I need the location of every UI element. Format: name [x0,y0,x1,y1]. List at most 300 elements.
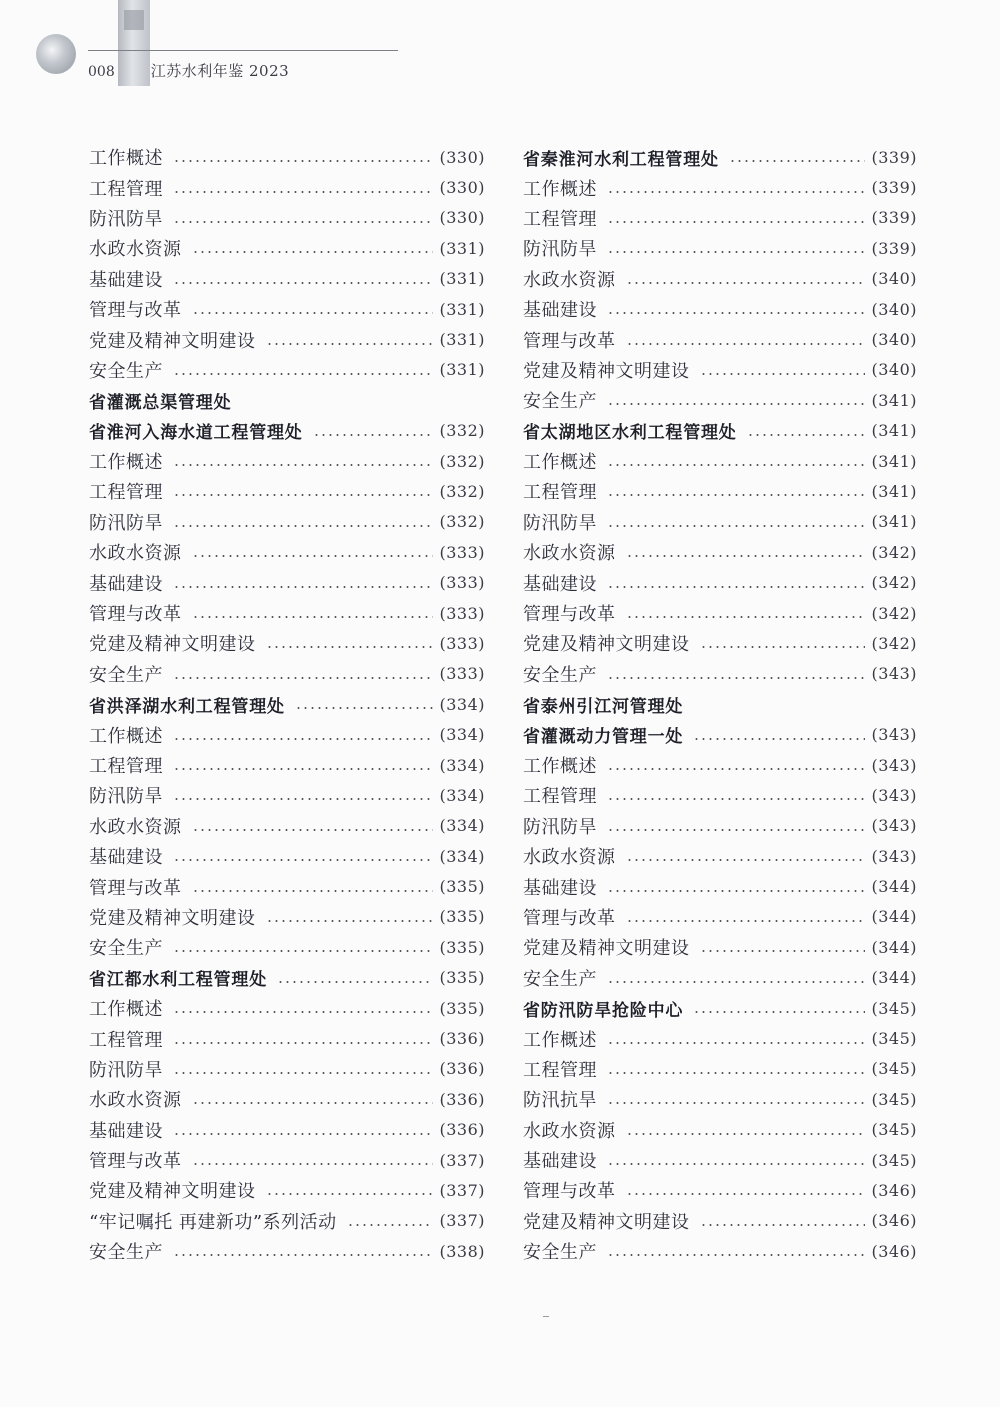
toc-entry-page: (331) [439,330,485,350]
dot-leader [192,890,434,892]
dot-leader [266,1193,434,1195]
toc-entry-label: 管理与改革 [523,330,616,352]
toc-entry-label: 基础建设 [523,1151,597,1173]
toc-entry-label: 管理与改革 [89,604,182,626]
toc-entry-label: 防汛防旱 [89,786,163,808]
toc-entry-label: 党建及精神文明建设 [89,330,256,352]
toc-entry-page: (345) [871,1089,917,1109]
toc-entry[interactable] [89,233,485,263]
toc-entry[interactable] [523,780,917,810]
toc-section-heading[interactable] [523,993,917,1023]
toc-entry-label: 管理与改革 [523,604,616,626]
toc-entry-label: 省防汛防旱抢险中心 [523,1000,684,1021]
toc-entry[interactable] [89,1175,485,1205]
dot-leader [626,555,866,557]
toc-entry-page: (346) [871,1211,917,1231]
dot-leader [700,646,866,648]
toc-entry-page: (339) [871,147,917,167]
toc-entry-label: 安全生产 [89,664,163,686]
toc-entry[interactable] [89,172,485,202]
dot-leader [173,282,433,284]
toc-entry-label: “牢记嘱托 再建新功”系列活动 [89,1211,337,1233]
toc-entry-page: (343) [871,785,917,805]
toc-entry-page: (344) [871,877,917,897]
toc-entry-label: 工程管理 [523,1059,597,1081]
toc-entry-page: (339) [871,208,917,228]
toc-entry-label: 水政水资源 [523,1120,616,1142]
toc-right-column [523,142,917,1266]
dot-leader [607,312,865,314]
page-mark [543,1316,549,1317]
toc-entry[interactable] [89,264,485,294]
toc-entry-label: 水政水资源 [523,847,616,869]
dot-leader [607,1042,865,1044]
dot-leader [266,646,434,648]
toc-entry-page: (343) [871,725,917,745]
toc-entry-label: 安全生产 [89,938,163,960]
toc-entry[interactable] [89,1023,485,1053]
toc-entry[interactable] [523,841,917,871]
toc-entry[interactable] [523,750,917,780]
dot-leader [173,525,433,527]
toc-entry[interactable] [89,294,485,324]
toc-entry-label: 省太湖地区水利工程管理处 [523,423,737,444]
toc-entry-page: (335) [439,998,485,1018]
toc-entry[interactable] [89,1145,485,1175]
dot-leader [313,434,434,436]
toc-entry-label: 工程管理 [89,756,163,777]
toc-entry[interactable] [523,203,917,233]
dot-leader [173,373,433,375]
toc-entry-label: 基础建设 [89,269,163,291]
toc-entry-page: (344) [871,968,917,988]
toc-entry-label: 管理与改革 [89,877,182,899]
toc-section-heading[interactable] [89,963,485,993]
dot-leader [607,1163,865,1165]
toc-entry-page: (344) [871,907,917,927]
toc-entry[interactable] [523,1054,917,1084]
dot-leader [173,1072,433,1074]
toc-entry-page: (334) [439,755,485,775]
dot-leader [607,829,865,831]
toc-entry[interactable] [523,932,917,962]
dot-leader [192,1102,434,1104]
dot-leader [192,616,434,618]
toc-entry[interactable] [89,659,485,689]
toc-entry-label: 管理与改革 [523,907,616,929]
toc-entry-page: (343) [871,664,917,684]
toc-section-heading[interactable] [523,689,917,719]
toc-entry[interactable] [89,750,485,780]
toc-entry-label: 省泰州引江河管理处 [523,696,684,717]
toc-entry-label: 党建及精神文明建设 [89,634,256,656]
toc-entry[interactable] [523,1145,917,1175]
dot-leader [607,1102,865,1104]
toc-entry[interactable] [523,476,917,506]
toc-entry[interactable] [89,993,485,1023]
toc-entry-page: (337) [439,1150,485,1170]
toc-entry-page: (334) [439,846,485,866]
toc-entry-label: 基础建设 [523,300,597,322]
toc-entry-page: (339) [871,178,917,198]
toc-entry-page: (340) [871,360,917,380]
dot-leader [173,1042,433,1044]
toc-entry-page: (332) [439,481,485,501]
toc-entry[interactable] [89,811,485,841]
header-decoration-circle [36,34,76,74]
toc-entry-label: 水政水资源 [89,1090,182,1112]
toc-entry-label: 工作概述 [523,756,597,777]
toc-entry-label: 防汛防旱 [89,208,163,230]
toc-entry-page: (335) [439,937,485,957]
dot-leader [607,191,865,193]
dot-leader [607,1072,865,1074]
toc-entry-page: (342) [871,573,917,593]
toc-entry-label: 水政水资源 [523,543,616,565]
toc-entry-label: 工作概述 [89,725,163,747]
dot-leader [626,859,866,861]
toc-section-heading[interactable] [523,719,917,749]
dot-leader [607,798,865,800]
dot-leader [693,1011,865,1013]
book-title: 江苏水利年鉴 2023 [150,62,290,80]
toc-entry-label: 安全生产 [523,1242,597,1264]
running-header [88,60,289,81]
dot-leader [192,829,434,831]
toc-entry-label: 党建及精神文明建设 [89,1181,256,1203]
toc-entry[interactable] [523,1236,917,1266]
toc-entry-page: (341) [871,481,917,501]
toc-entry-page: (330) [439,178,485,198]
dot-leader [192,1163,434,1165]
toc-entry-label: 水政水资源 [89,239,182,261]
toc-entry-page: (339) [871,238,917,258]
toc-entry-label: 防汛防旱 [89,1059,163,1081]
toc-entry-label: 防汛防旱 [523,512,597,534]
toc-entry[interactable] [523,628,917,658]
toc-entry-label: 基础建设 [89,1120,163,1142]
toc-entry-label: 水政水资源 [523,269,616,291]
toc-entry-page: (335) [439,877,485,897]
toc-entry[interactable] [523,1206,917,1236]
toc-entry[interactable] [89,719,485,749]
toc-entry[interactable] [523,172,917,202]
toc-entry[interactable] [523,1023,917,1053]
toc-entry-page: (333) [439,573,485,593]
dot-leader [173,798,433,800]
toc-entry-label: 安全生产 [523,968,597,990]
dot-leader [173,160,433,162]
toc-entry[interactable] [523,659,917,689]
toc-entry-label: 工程管理 [89,178,163,200]
toc-entry-label: 党建及精神文明建设 [523,360,690,382]
toc-entry-label: 工程管理 [89,482,163,504]
dot-leader [173,494,433,496]
dot-leader [607,221,865,223]
toc-entry[interactable] [523,385,917,415]
toc-entry-page: (340) [871,299,917,319]
toc-entry[interactable] [89,628,485,658]
toc-entry[interactable] [523,294,917,324]
toc-entry-label: 防汛抗旱 [523,1090,597,1112]
dot-leader [173,1011,433,1013]
toc-entry-label: 省灌溉动力管理一处 [523,727,684,748]
toc-entry-label: 省灌溉总渠管理处 [89,392,232,413]
dot-leader [693,738,865,740]
dot-leader [173,191,433,193]
toc-entry[interactable] [89,507,485,537]
dot-leader [607,890,865,892]
dot-leader [173,1133,433,1135]
toc-entry-label: 安全生产 [89,1242,163,1264]
toc-entry-label: 管理与改革 [89,1151,182,1173]
toc-entry[interactable] [523,446,917,476]
toc-entry-label: 防汛防旱 [523,239,597,261]
toc-entry[interactable] [89,1084,485,1114]
toc-entry-page: (337) [439,1211,485,1231]
toc-entry-page: (331) [439,269,485,289]
toc-entry[interactable] [523,324,917,354]
toc-entry[interactable] [89,1206,485,1236]
toc-entry[interactable] [523,537,917,567]
dot-leader [626,1133,866,1135]
toc-entry-page: (336) [439,1120,485,1140]
dot-leader [295,707,434,709]
toc-entry-label: 水政水资源 [89,816,182,838]
dot-leader [607,464,865,466]
dot-leader [607,1254,865,1256]
dot-leader [626,616,866,618]
dot-leader [266,343,434,345]
dot-leader [700,373,866,375]
toc-entry-label: 工作概述 [523,178,597,200]
toc-entry-page: (344) [871,937,917,957]
toc-entry[interactable] [89,841,485,871]
dot-leader [192,312,434,314]
dot-leader [626,1193,866,1195]
toc-entry-page: (341) [871,421,917,441]
toc-entry[interactable] [89,1115,485,1145]
dot-leader [266,920,434,922]
toc-entry[interactable] [89,142,485,172]
toc-entry-page: (341) [871,451,917,471]
toc-entry[interactable] [89,598,485,628]
dot-leader [626,282,866,284]
toc-entry-label: 工作概述 [89,999,163,1021]
toc-entry-page: (333) [439,633,485,653]
toc-entry[interactable] [89,355,485,385]
toc-entry-label: 党建及精神文明建设 [523,938,690,960]
toc-entry[interactable] [89,1236,485,1266]
dot-leader [277,981,433,983]
toc-entry-page: (342) [871,633,917,653]
toc-entry-page: (333) [439,603,485,623]
dot-leader [173,738,433,740]
toc-entry-label: 防汛防旱 [89,512,163,534]
toc-entry-label: 党建及精神文明建设 [523,634,690,656]
dot-leader [607,586,865,588]
toc-entry-page: (343) [871,755,917,775]
toc-entry-page: (340) [871,330,917,350]
toc-entry[interactable] [89,324,485,354]
toc-entry-page: (335) [439,907,485,927]
toc-entry-label: 省秦淮河水利工程管理处 [523,149,719,170]
toc-entry[interactable] [523,598,917,628]
header-rule [88,50,398,51]
toc-entry[interactable] [89,902,485,932]
dot-leader [700,1224,866,1226]
toc-entry-page: (342) [871,603,917,623]
toc-entry[interactable] [523,233,917,263]
toc-entry-page: (346) [871,1241,917,1261]
toc-entry-label: 党建及精神文明建设 [89,907,256,929]
toc-entry[interactable] [523,811,917,841]
toc-entry[interactable] [523,902,917,932]
dot-leader [607,403,865,405]
toc-entry-page: (334) [439,694,485,714]
toc-entry-label: 工程管理 [523,786,597,808]
toc-entry[interactable] [89,1054,485,1084]
toc-entry-label: 工程管理 [523,482,597,504]
toc-entry-page: (345) [871,1150,917,1170]
toc-entry[interactable] [89,476,485,506]
dot-leader [347,1224,434,1226]
toc-entry-page: (342) [871,542,917,562]
toc-entry[interactable] [523,871,917,901]
toc-section-heading[interactable] [523,416,917,446]
toc-entry-page: (346) [871,1180,917,1200]
toc-entry-label: 工程管理 [89,1029,163,1051]
toc-entry-label: 管理与改革 [523,1181,616,1203]
toc-entry-page: (331) [439,299,485,319]
toc-entry-page: (334) [439,725,485,745]
toc-entry-label: 工作概述 [523,1029,597,1051]
toc-entry[interactable] [523,567,917,597]
dot-leader [607,981,865,983]
toc-entry-page: (335) [439,968,485,988]
toc-section-heading[interactable] [89,385,485,415]
toc-entry-label: 工作概述 [523,452,597,474]
toc-entry[interactable] [523,1175,917,1205]
dot-leader [607,494,865,496]
toc-entry-label: 安全生产 [89,360,163,382]
toc-section-heading[interactable] [89,416,485,446]
toc-entry-label: 防汛防旱 [523,816,597,838]
dot-leader [173,768,433,770]
dot-leader [607,251,865,253]
toc-entry[interactable] [89,567,485,597]
toc-section-heading[interactable] [89,689,485,719]
toc-entry[interactable] [523,355,917,385]
toc-entry-page: (332) [439,512,485,532]
dot-leader [173,677,433,679]
toc-entry-page: (336) [439,1089,485,1109]
dot-leader [173,950,433,952]
toc-entry-label: 工作概述 [89,148,163,170]
toc-entry[interactable] [523,264,917,294]
toc-entry-page: (341) [871,512,917,532]
dot-leader [173,464,433,466]
dot-leader [626,920,866,922]
toc-entry-label: 管理与改革 [89,300,182,322]
toc-entry-label: 省洪泽湖水利工程管理处 [89,696,285,717]
toc-section-heading[interactable] [523,142,917,172]
toc-entry-label: 基础建设 [89,847,163,869]
toc-entry[interactable] [523,963,917,993]
dot-leader [747,434,866,436]
page-number: 008 [88,64,115,80]
toc-entry-page: (343) [871,846,917,866]
toc-entry-page: (345) [871,1120,917,1140]
toc-entry[interactable] [89,537,485,567]
toc-entry-label: 基础建设 [523,877,597,899]
toc-entry-page: (330) [439,208,485,228]
toc-entry-label: 安全生产 [523,391,597,413]
toc-entry-page: (331) [439,238,485,258]
dot-leader [729,160,866,162]
dot-leader [700,950,866,952]
dot-leader [626,343,866,345]
toc-entry-label: 水政水资源 [89,543,182,565]
toc-entry-label: 省江都水利工程管理处 [89,970,267,991]
toc-entry-label: 省淮河入海水道工程管理处 [89,423,303,444]
toc-entry-page: (341) [871,390,917,410]
toc-entry-label: 工作概述 [89,452,163,474]
toc-entry-page: (340) [871,269,917,289]
toc-entry-page: (336) [439,1059,485,1079]
toc-entry-label: 基础建设 [89,573,163,595]
toc-entry-page: (334) [439,816,485,836]
toc-entry[interactable] [89,932,485,962]
dot-leader [192,251,434,253]
toc-entry[interactable] [523,507,917,537]
dot-leader [607,677,865,679]
toc-entry[interactable] [523,1115,917,1145]
dot-leader [607,768,865,770]
toc-entry[interactable] [89,203,485,233]
dot-leader [173,859,433,861]
dot-leader [607,525,865,527]
toc-entry-page: (333) [439,664,485,684]
toc-entry-page: (343) [871,816,917,836]
dot-leader [192,555,434,557]
toc-entry-page: (333) [439,542,485,562]
toc-left-column [89,142,485,1266]
toc-entry-page: (332) [439,451,485,471]
toc-entry[interactable] [89,780,485,810]
toc-entry-page: (330) [439,147,485,167]
dot-leader [173,586,433,588]
toc-entry-page: (334) [439,785,485,805]
dot-leader [173,221,433,223]
dot-leader [173,1254,433,1256]
toc-entry[interactable] [89,446,485,476]
toc-entry-page: (345) [871,1029,917,1049]
toc-entry[interactable] [89,871,485,901]
toc-entry-page: (332) [439,421,485,441]
toc-entry[interactable] [523,1084,917,1114]
toc-entry-page: (345) [871,1059,917,1079]
toc-entry-page: (331) [439,360,485,380]
toc-entry-page: (337) [439,1180,485,1200]
toc-entry-label: 党建及精神文明建设 [523,1211,690,1233]
toc-entry-label: 工程管理 [523,208,597,230]
toc-entry-page: (336) [439,1029,485,1049]
toc-entry-label: 安全生产 [523,664,597,686]
toc-entry-page: (338) [439,1241,485,1261]
toc-entry-page: (345) [871,998,917,1018]
toc-entry-label: 基础建设 [523,573,597,595]
